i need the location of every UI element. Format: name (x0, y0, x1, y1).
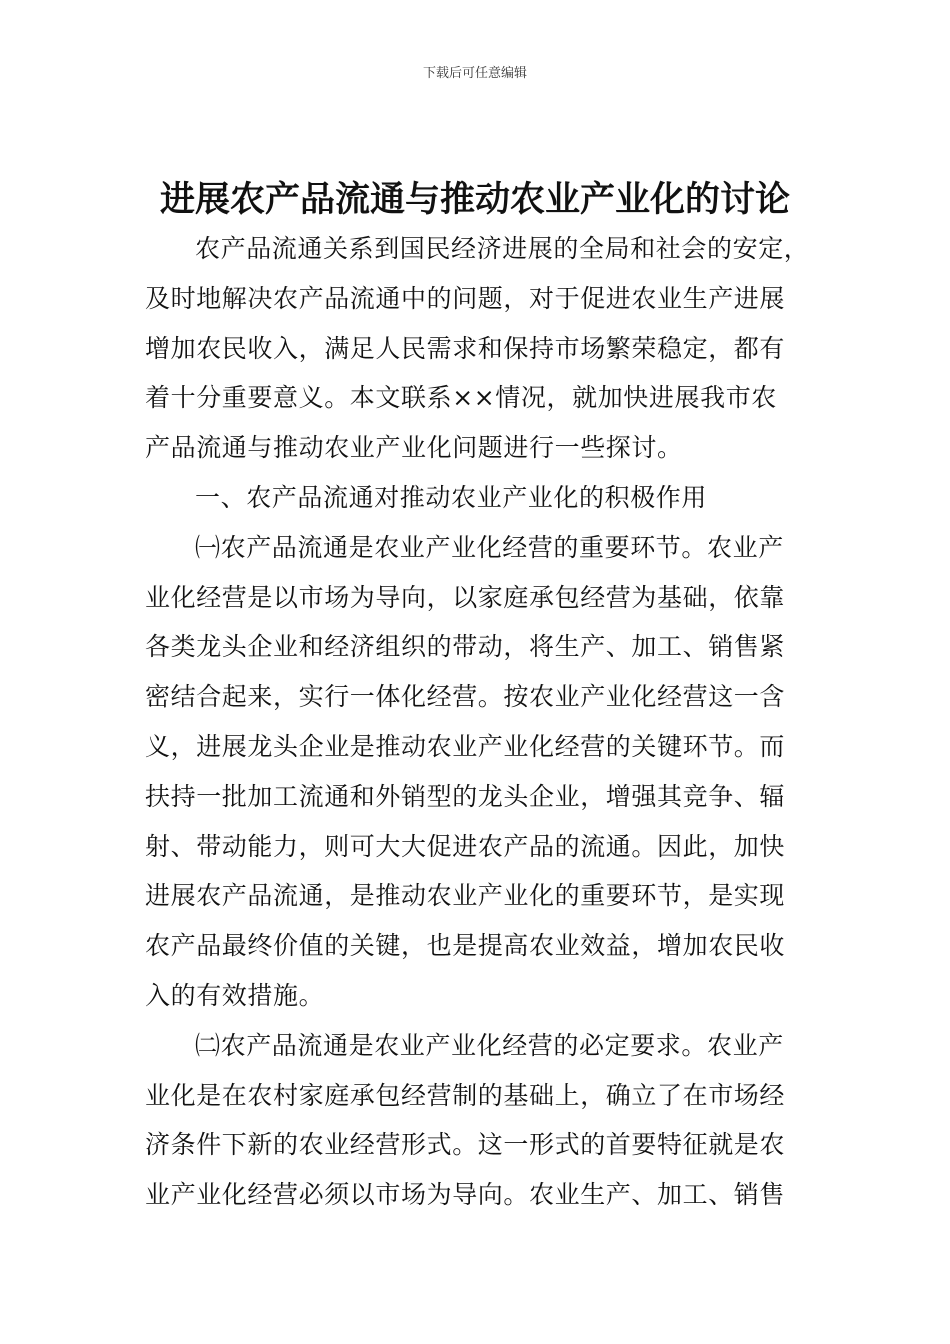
document-body (145, 224, 810, 1220)
text-line: 射、带动能力，则可大大促进农产品的流通。因此，加快 (145, 831, 786, 861)
text-line: 一、农产品流通对推动农业产业化的积极作用 (195, 482, 708, 512)
section-heading (145, 473, 805, 523)
text-line: 各类龙头企业和经济组织的带动，将生产、加工、销售紧 (145, 632, 786, 662)
text-line: 及时地解决农产品流通中的问题，对于促进农业生产进展 (145, 283, 786, 313)
text-line: 密结合起来，实行一体化经营。按农业产业化经营这一含 (145, 682, 786, 712)
document-title: 进展农产品流通与推动农业产业化的讨论 (159, 180, 790, 220)
text-line: 产品流通与推动农业产业化问题进行一些探讨。 (145, 433, 683, 463)
page-header: 下载后可任意编辑 (422, 66, 527, 81)
text-line: 济条件下新的农业经营形式。这一形式的首要特征就是农 (145, 1130, 786, 1160)
text-line: 义，进展龙头企业是推动农业产业化经营的关键环节。而 (145, 731, 786, 761)
text-line: 业化是在农村家庭承包经营制的基础上，确立了在市场经 (145, 1080, 786, 1110)
text-line: 进展农产品流通，是推动农业产业化的重要环节，是实现 (145, 881, 786, 911)
text-line: 业化经营是以市场为导向，以家庭承包经营为基础，依靠 (145, 582, 786, 612)
text-line: 入的有效措施。 (145, 980, 325, 1010)
text-line: 增加农民收入，满足人民需求和保持市场繁荣稳定，都有 (145, 333, 786, 363)
text-line: 农产品流通关系到国民经济进展的全局和社会的安定， (195, 234, 810, 263)
text-line: 业产业化经营必须以市场为导向。农业生产、加工、销售 (145, 1180, 786, 1210)
paragraph-point-2 (145, 1021, 805, 1220)
paragraph-intro (145, 224, 810, 473)
text-line: ㈠农产品流通是农业产业化经营的重要环节。农业产 (195, 532, 784, 562)
paragraph-point-1 (145, 523, 805, 1021)
text-line: 农产品最终价值的关键，也是提高农业效益，增加农民收 (145, 931, 786, 961)
text-line: 着十分重要意义。本文联系××情况，就加快进展我市农 (145, 383, 777, 413)
text-line: 扶持一批加工流通和外销型的龙头企业，增强其竞争、辐 (145, 781, 786, 811)
text-line: ㈡农产品流通是农业产业化经营的必定要求。农业产 (195, 1030, 784, 1060)
